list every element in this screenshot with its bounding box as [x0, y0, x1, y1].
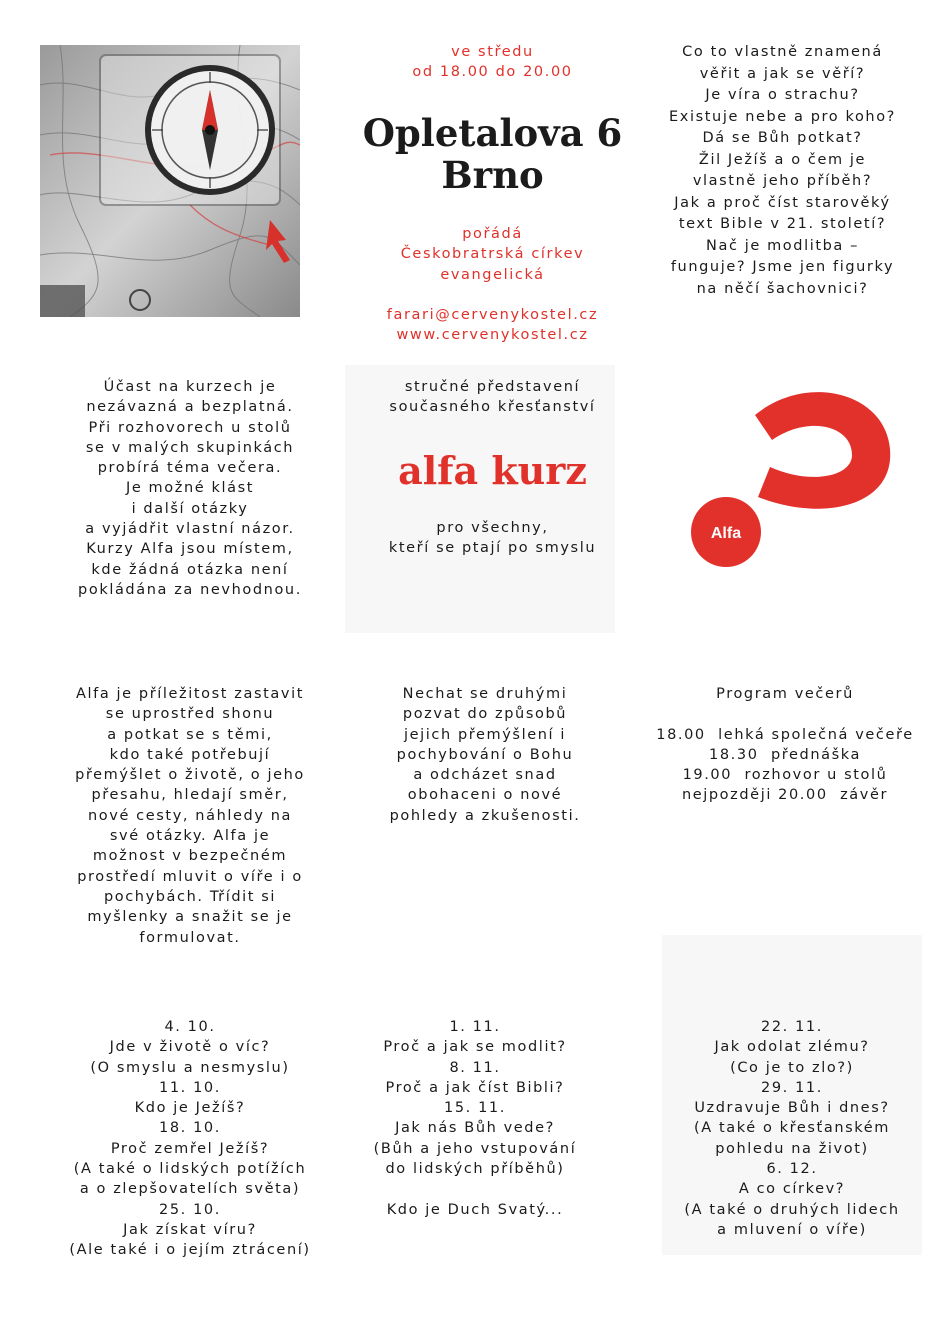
schedule-line — [345, 1179, 605, 1199]
course-audience — [345, 518, 640, 559]
participation-line: a vyjádřit vlastní názor. — [85, 521, 295, 538]
schedule-line: Kdo je Duch Svatý... — [386, 1201, 564, 1218]
audience-line: kteří se ptají po smyslu — [388, 540, 597, 557]
opportunity-block — [40, 684, 340, 948]
intro-line: stručné představení — [404, 379, 581, 395]
schedule-line: Jde v životě o víc? — [109, 1039, 271, 1056]
schedule-line: A co církev? — [738, 1181, 846, 1198]
course-title: alfa kurz — [398, 448, 587, 493]
address-line: Opletalova 6 — [362, 111, 623, 155]
question-line: Existuje nebe a pro koho? — [669, 108, 896, 125]
question-line: Je víra o strachu? — [705, 87, 860, 103]
event-address — [345, 112, 640, 196]
schedule-line: Proč a jak se modlit? — [383, 1039, 567, 1056]
participation-line: Při rozhovorech u stolů — [88, 419, 292, 436]
opportunity-line: přesahu, hledají směr, — [91, 787, 289, 804]
schedule-line: Proč zemřel Ježíš? — [110, 1140, 270, 1157]
organizer-line: Českobratrská církev — [400, 246, 585, 263]
program-item: 19.00 rozhovor u stolů — [682, 767, 888, 784]
invite-line: pochybování o Bohu — [396, 746, 574, 763]
invite-line: jejich přemýšlení i — [403, 726, 566, 743]
opportunity-line: své otázky. Alfa je — [109, 828, 271, 845]
organizer-line: pořádá — [462, 226, 523, 242]
schedule-line: Proč a jak číst Bibli? — [385, 1079, 565, 1096]
question-line: Dá se Bůh potkat? — [702, 130, 863, 146]
address-line: Brno — [441, 153, 544, 197]
participation-line: probírá téma večera. — [97, 460, 283, 477]
invite-line: pozvat do způsobů — [402, 706, 568, 723]
schedule-line: 25. 10. — [159, 1201, 221, 1218]
opportunity-line: prostředí mluvit o víře i o — [77, 868, 303, 885]
program-item: 18.30 přednáška — [709, 746, 861, 763]
participation-line: kde žádná otázka není — [91, 561, 289, 578]
invite-line: obohaceni o nové — [407, 787, 563, 804]
time-line: ve středu — [451, 44, 534, 60]
organizer — [345, 224, 640, 285]
questions-block — [650, 42, 915, 300]
opportunity-line: kdo také potřebují — [109, 746, 271, 763]
organizer-line: evangelická — [440, 266, 545, 283]
schedule-line: 4. 10. — [164, 1019, 216, 1035]
schedule-line: a mluvení o víře) — [717, 1221, 867, 1238]
question-line: funguje? Jsme jen figurky — [670, 259, 895, 275]
program-block — [650, 684, 920, 806]
program-item: nejpozději 20.00 závěr — [681, 787, 889, 804]
contact — [345, 305, 640, 346]
invite-block — [345, 684, 625, 826]
question-line: Žil Ježíš a o čem je — [698, 151, 867, 168]
opportunity-line: Alfa je příležitost zastavit — [75, 686, 304, 702]
opportunity-line: možnost v bezpečném — [92, 848, 288, 865]
alfa-logo — [690, 385, 900, 575]
participation-line: pokládána za nevhodnou. — [78, 581, 302, 598]
compass-map-photo — [40, 45, 300, 317]
schedule-line: a o zlepšovatelích světa) — [79, 1181, 301, 1198]
schedule-line: 15. 11. — [444, 1100, 506, 1117]
participation-line: nezávazná a bezplatná. — [86, 399, 294, 416]
schedule-line: Kdo je Ježíš? — [134, 1100, 246, 1117]
time-line: od 18.00 do 20.00 — [412, 64, 573, 81]
question-line: na něčí šachovnici? — [696, 280, 869, 297]
event-time — [345, 42, 640, 83]
question-line: Co to vlastně znamená — [682, 44, 883, 60]
question-mark-icon — [755, 392, 890, 509]
program-spacer — [650, 704, 920, 724]
schedule-line: (Co je to zlo?) — [730, 1059, 854, 1076]
participation-line: Účast na kurzech je — [103, 379, 277, 395]
schedule-line: Jak nás Bůh vede? — [395, 1120, 555, 1137]
opportunity-line: myšlenky a snažit se je — [87, 909, 293, 926]
email-link[interactable]: farari@cervenykostel.cz — [386, 307, 599, 323]
program-title: Program večerů — [716, 686, 854, 702]
schedule-line: 18. 10. — [159, 1120, 221, 1137]
schedule-line: Jak získat víru? — [123, 1221, 257, 1238]
schedule-line: (Bůh a jeho vstupování — [373, 1140, 577, 1157]
participation-line: Je možné klást — [125, 480, 255, 497]
website-link[interactable]: www.cervenykostel.cz — [396, 327, 589, 344]
schedule-line: (O smyslu a nesmyslu) — [90, 1059, 290, 1076]
opportunity-line: nové cesty, náhledy na — [88, 807, 292, 824]
intro-line: současného křesťanství — [389, 399, 596, 416]
schedule-line: 29. 11. — [761, 1079, 823, 1096]
schedule-line: 6. 12. — [766, 1161, 818, 1178]
compass-map-image — [40, 45, 300, 317]
question-line: věřit a jak se věří? — [699, 65, 866, 82]
schedule-line: 8. 11. — [449, 1059, 501, 1076]
opportunity-line: přemýšlet o životě, o jeho — [75, 767, 305, 784]
opportunity-line: se uprostřed shonu — [105, 706, 275, 723]
schedule-late-november — [662, 1017, 922, 1240]
schedule-line: 11. 10. — [159, 1079, 221, 1096]
schedule-line: do lidských příběhů) — [385, 1161, 565, 1178]
opportunity-line: formulovat. — [139, 929, 241, 946]
participation-line: i další otázky — [131, 500, 249, 517]
participation-line: Kurzy Alfa jsou místem, — [86, 541, 294, 558]
schedule-line: 1. 11. — [449, 1019, 501, 1035]
schedule-line: (Ale také i o jejím ztrácení) — [69, 1242, 311, 1259]
audience-line: pro všechny, — [436, 520, 549, 536]
course-intro — [345, 377, 640, 418]
schedule-line: Uzdravuje Bůh i dnes? — [694, 1100, 890, 1117]
schedule-line: (A také o křesťanském — [693, 1120, 890, 1137]
opportunity-line: pochybách. Třídit si — [103, 888, 277, 905]
schedule-line: pohledu na život) — [715, 1140, 869, 1157]
participation-line: se v malých skupinkách — [85, 439, 295, 456]
program-item: 18.00 lehká společná večeře — [656, 726, 914, 743]
schedule-line: 22. 11. — [761, 1019, 823, 1035]
invite-line: a odcházet snad — [413, 767, 557, 784]
schedule-november — [345, 1017, 605, 1220]
schedule-line: (A také o druhých lidech — [684, 1201, 900, 1218]
question-line: Jak a proč číst starověký — [674, 194, 891, 211]
invite-line: Nechat se druhými — [402, 686, 568, 702]
question-line: vlastně jeho příběh? — [692, 173, 873, 189]
alfa-logo-label: Alfa — [710, 525, 742, 542]
participation-block — [40, 377, 340, 600]
schedule-october — [40, 1017, 340, 1261]
schedule-line: (A také o lidských potížích — [73, 1161, 307, 1178]
opportunity-line: a potkat se s těmi, — [107, 726, 273, 743]
question-line: Nač je modlitba – — [706, 237, 859, 254]
invite-line: pohledy a zkušenosti. — [389, 807, 581, 824]
question-line: text Bible v 21. století? — [678, 216, 887, 232]
schedule-line: Jak odolat zlému? — [714, 1039, 870, 1056]
